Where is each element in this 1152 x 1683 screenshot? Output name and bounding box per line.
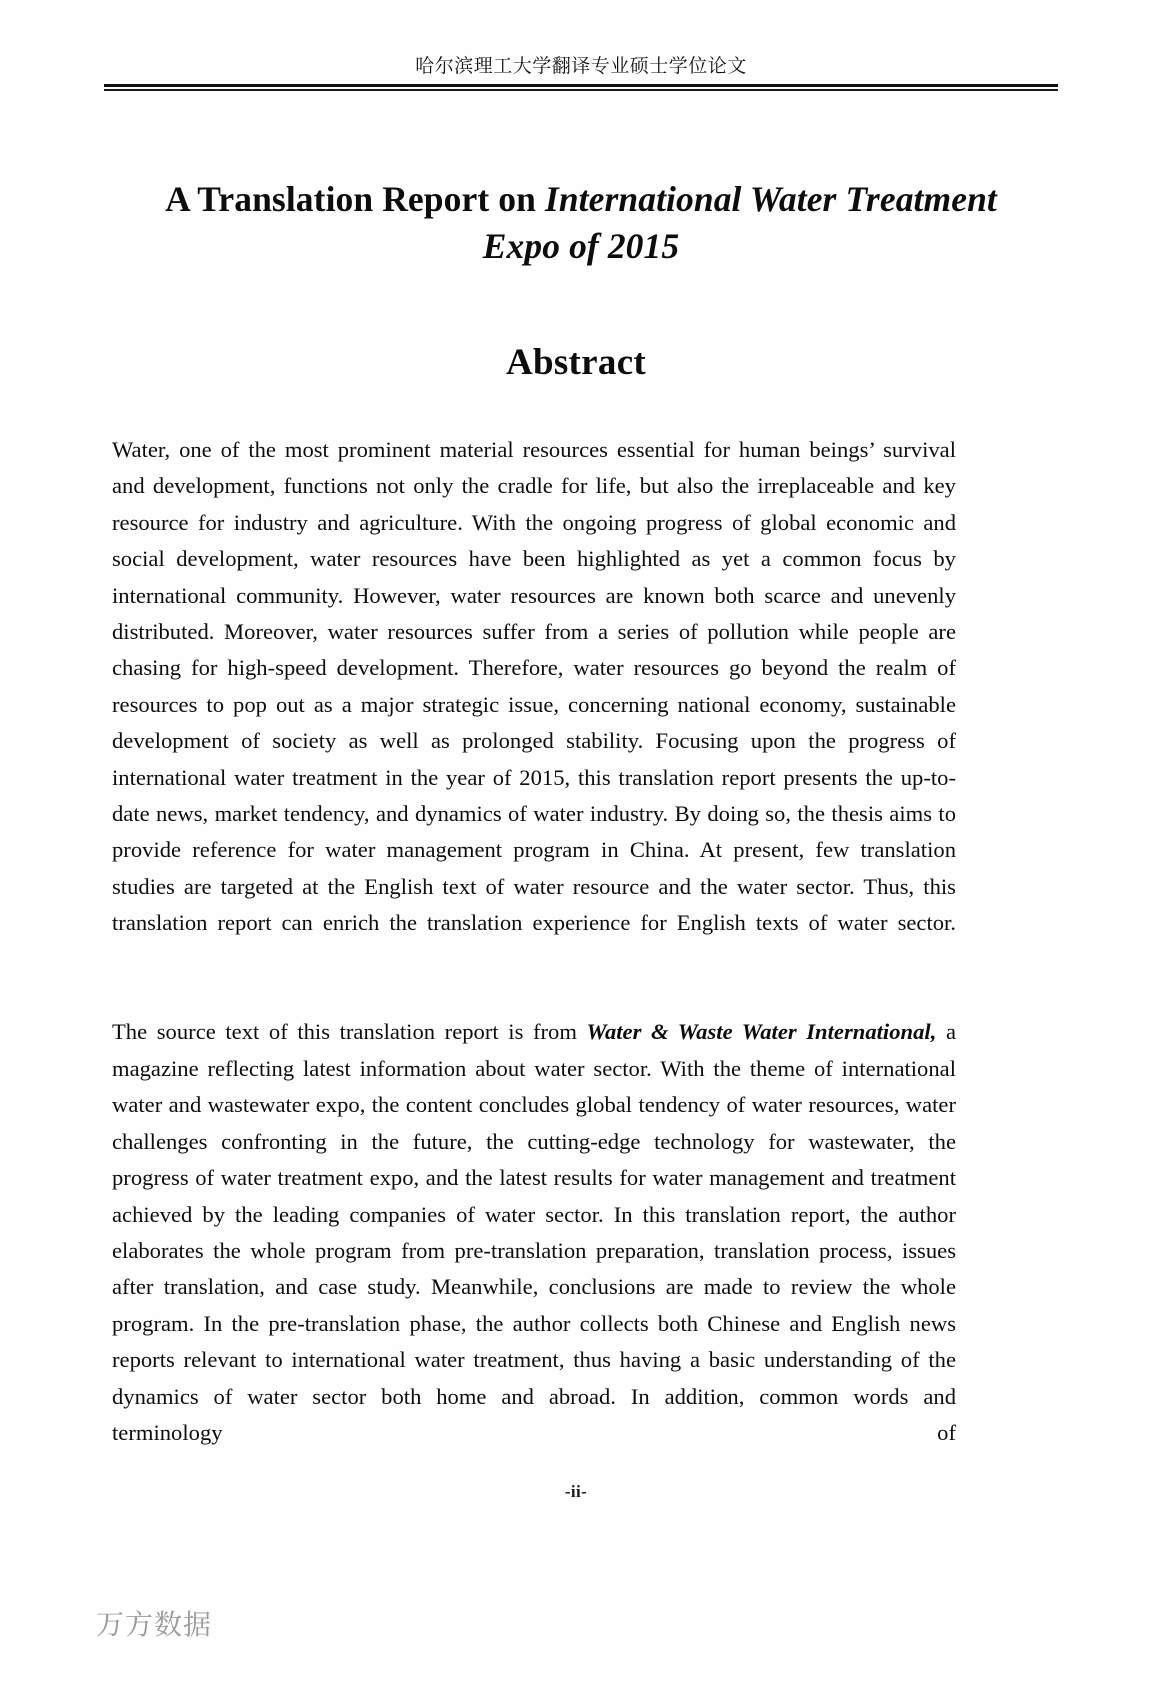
page-title xyxy=(150,176,1012,270)
wanfang-data-watermark: 万方数据 xyxy=(96,1608,213,1641)
header-rule-thick xyxy=(104,84,1058,87)
page-number: -ii- xyxy=(564,1482,588,1501)
abstract-paragraph-1 xyxy=(112,432,956,978)
abstract-paragraph-2 xyxy=(112,1014,956,1487)
running-header-text: 哈尔滨理工大学翻译专业硕士学位论文 xyxy=(415,55,747,77)
abstract-body xyxy=(112,432,956,1488)
paragraph-1-text: Water, one of the most prominent material resources essential for human beings’ survival and development, functions not only the cradle for life, but also the irreplaceable and key resource for industry and agriculture. With the ongoing progress of global economic and social development, water resources have been highlighted as yet a common focus by international community. However, water resources are known both scarce and unevenly distributed. Moreover, water resources suffer from a series of pollution while people are chasing for high-speed development. Therefore, water resources go beyond the realm of resources to pop out as a major strategic issue, concerning national economy, sustainable development of society as well as prolonged stability. Focusing upon the progress of international water treatment in the year of 2015, this translation report presents the up-to-date news, market tendency, and dynamics of water industry. By doing so, the thesis aims to provide reference for water management program in China. At present, few translation studies are targeted at the English text of water resource and the water sector. Thus, this translation report can enrich the translation experience for English texts of water sector. xyxy=(112,437,956,936)
paragraph-2-text-rest: a magazine reflecting latest information about water sector. With the theme of international water and wastewater expo, the content concludes global tendency of water resources, water challenges confronting in the future, the cutting-edge technology for wastewater, the progress of water treatment expo, and the latest results for water management and treatment achieved by the leading companies of water sector. In this translation report, the author elaborates the whole program from pre-translation preparation, translation process, issues after translation, and case study. Meanwhile, conclusions are made to review the whole program. In the pre-translation phase, the author collects both Chinese and English news reports relevant to international water treatment, thus having a basic understanding of the dynamics of water sector both home and abroad. In addition, common words and terminology of xyxy=(112,1019,956,1445)
paragraph-2-text-lead: The source text of this translation report is from xyxy=(112,1019,587,1045)
title-italic-text: International Water Treatment Expo of 2015 xyxy=(482,178,997,266)
title-main-text: A Translation Report on xyxy=(165,178,545,219)
source-magazine-title: Water & Waste Water International, xyxy=(586,1019,937,1045)
section-heading-abstract: Abstract xyxy=(505,341,647,383)
header-rule-thin xyxy=(104,89,1058,91)
page-header xyxy=(104,56,1058,91)
